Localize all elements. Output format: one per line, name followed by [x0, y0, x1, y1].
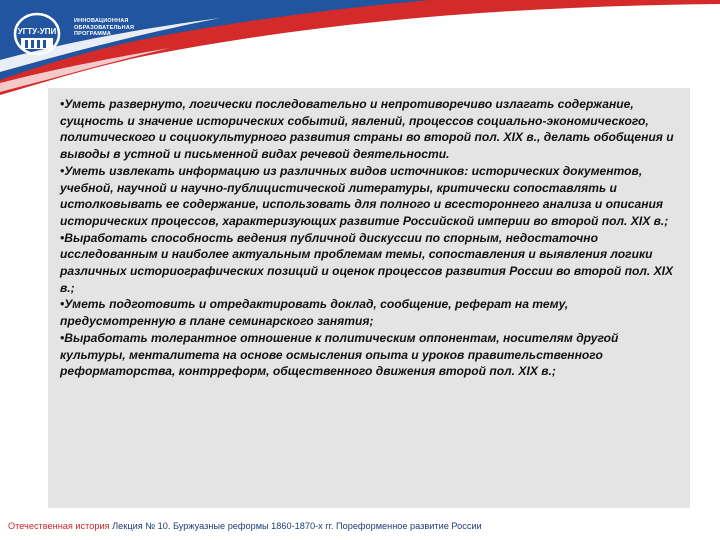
university-emblem-icon [10, 8, 70, 58]
logo-org-line: ИННОВАЦИОННАЯ [74, 18, 129, 24]
list-item: •Выработать толерантное отношение к политическим оппонентам, носителям другой культуры, менталитета на основе осмысления опыта и уроков правительственного реформаторства, контрреформ, общественного движения второй пол. XIX в.; [60, 330, 619, 379]
emblem-text: УГТУ-УПИ [17, 27, 57, 36]
list-item: •Уметь подготовить и отредактировать доклад, сообщение, реферат на тему, предусмотренную в плане семинарского занятия; [60, 297, 569, 329]
competency-list [60, 96, 685, 380]
list-item: •Уметь извлекать информацию из различных видов источников: исторических документов, учебной, научной и научно-публицистической литературы, критически сопоставлять и истолковывать ее содержание, использовать для полного и всестороннего анализа и описания исторических процессов, характеризующих развитие Российской империи во второй пол. XIX в.; [60, 163, 669, 228]
list-item: •Уметь развернуто, логически последовательно и непротиворечиво излагать содержание, сущность и значение исторических событий, явлений, процессов социально-экономического, политического и социокультурного развития страны во второй пол. XIX в., делать обобщения и выводы в устной и письменной видах речевой деятельности. [60, 97, 674, 162]
logo-org-line: ПРОГРАММА [74, 31, 112, 37]
footer-course-title: Отечественная история [8, 521, 110, 531]
university-logo [10, 8, 135, 58]
logo-org-name [74, 18, 134, 38]
footer-lecture-title: Лекция № 10. Буржуазные реформы 1860-1870-х гг. Пореформенное развитие России [112, 521, 482, 531]
logo-org-line: ОБРАЗОВАТЕЛЬНАЯ [74, 24, 135, 31]
slide-footer [8, 520, 708, 532]
list-item: •Выработать способность ведения публичной дискуссии по спорным, недостаточно исследованным и наиболее актуальным проблемам темы, сопоставления и выявления логики различных историографических позиций и оценок процессов развития России во второй пол. XIX в.; [60, 230, 674, 295]
